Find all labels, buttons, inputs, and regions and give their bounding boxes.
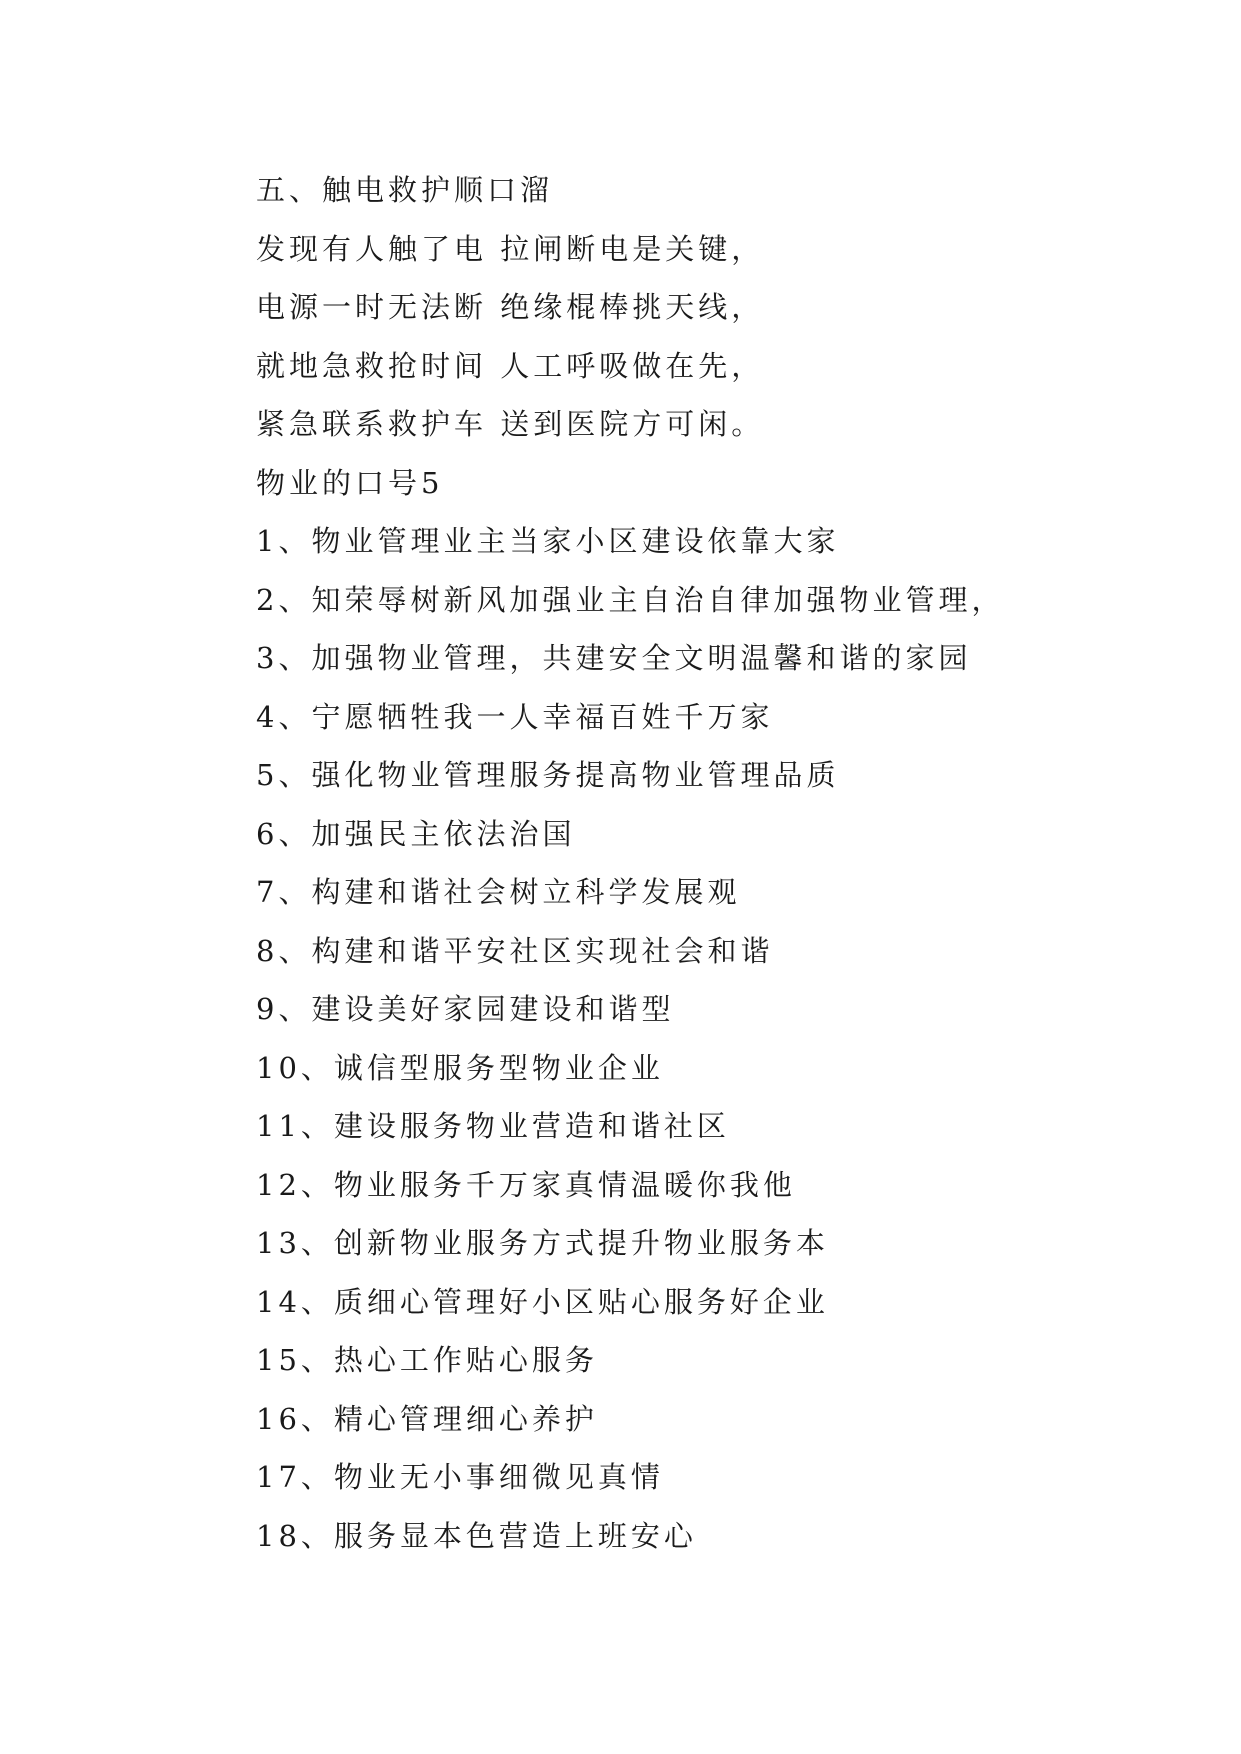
section-heading: 物业的口号5 (256, 465, 444, 500)
slogan-item: 13、创新物业服务方式提升物业服务本 (256, 1226, 829, 1260)
slogan-item: 15、热心工作贴心服务 (256, 1343, 598, 1377)
slogan-item: 2、知荣辱树新风加强业主自治自律加强物业管理， (256, 582, 1005, 617)
slogan-item: 14、质细心管理好小区贴心服务好企业 (256, 1284, 829, 1319)
slogan-item: 3、加强物业管理，共建安全文明温馨和谐的家园 (256, 641, 972, 675)
rhyme-line: 电源一时无法断 绝缘棍棒挑天线， (256, 290, 765, 324)
slogan-item: 17、物业无小事细微见真情 (256, 1460, 664, 1494)
rhyme-line: 就地急救抢时间 人工呼吸做在先， (256, 348, 765, 383)
slogan-item: 8、构建和谐平安社区实现社会和谐 (256, 933, 774, 968)
slogan-item: 16、精心管理细心养护 (256, 1401, 598, 1436)
slogan-item: 9、建设美好家园建设和谐型 (256, 992, 675, 1026)
slogan-item: 6、加强民主依法治国 (256, 816, 576, 851)
document-body (256, 161, 1156, 1565)
slogan-item: 7、构建和谐社会树立科学发展观 (256, 875, 741, 909)
rhyme-line: 发现有人触了电 拉闸断电是关键， (256, 231, 765, 266)
rhyme-line: 紧急联系救护车 送到医院方可闲。 (256, 407, 765, 441)
slogan-item: 11、建设服务物业营造和谐社区 (256, 1109, 730, 1143)
section-heading: 五、触电救护顺口溜 (256, 173, 554, 207)
slogan-item: 12、物业服务千万家真情温暖你我他 (256, 1167, 796, 1202)
slogan-item: 5、强化物业管理服务提高物业管理品质 (256, 758, 840, 792)
slogan-item: 4、宁愿牺牲我一人幸福百姓千万家 (256, 699, 774, 734)
slogan-item: 10、诚信型服务型物业企业 (256, 1050, 664, 1085)
slogan-item: 1、物业管理业主当家小区建设依靠大家 (256, 524, 840, 558)
slogan-item: 18、服务显本色营造上班安心 (256, 1518, 697, 1553)
